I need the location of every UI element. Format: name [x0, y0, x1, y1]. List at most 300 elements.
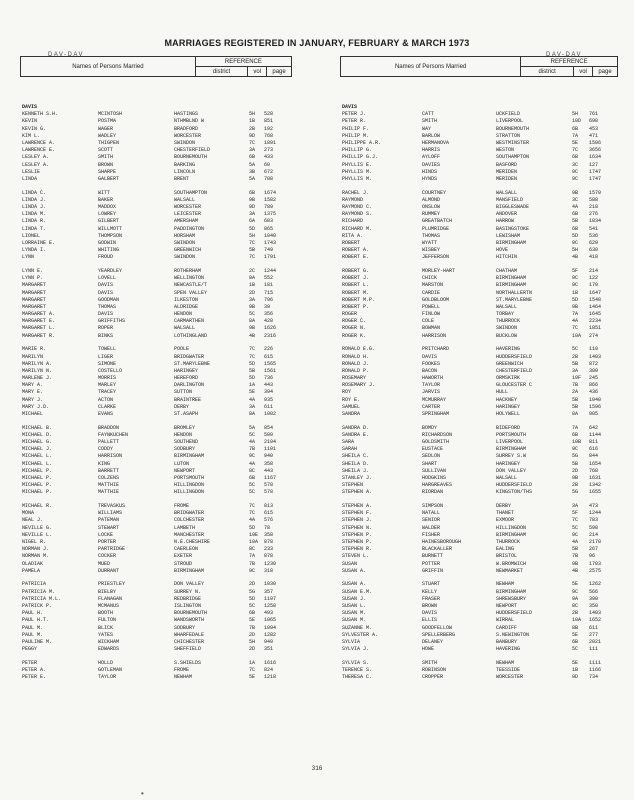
spouse-surname: GOTLEMAN [98, 667, 123, 673]
marriage-entry [22, 169, 302, 176]
given-names: LINDA J. [22, 203, 47, 210]
spouse-surname: ROBINSON [422, 667, 447, 673]
page: 127 [589, 161, 599, 168]
page: 615 [264, 353, 274, 360]
spouse-surname: GALBERT [98, 175, 120, 182]
page: 356 [264, 311, 274, 318]
header-names: Names of Persons Married [341, 57, 521, 77]
marriage-entry [22, 589, 302, 596]
spouse-surname: WITT [98, 189, 111, 196]
given-names: STEPHEN J. [342, 517, 373, 524]
spouse-surname: BLACKALLER [422, 546, 453, 553]
marriage-entry [342, 162, 622, 169]
given-names: RAYMOND C. [342, 203, 373, 210]
district: LINCOLN [174, 168, 196, 175]
given-names: PHILLIP G. [342, 147, 373, 154]
volume: 7C [249, 346, 256, 353]
spouse-surname: HARGREAVES [422, 482, 453, 489]
spouse-surname: SENIOR [422, 517, 441, 524]
page: 443 [264, 382, 274, 389]
spouse-surname: DAVIS [98, 282, 114, 289]
page: 683 [264, 218, 274, 225]
given-names: MARGARET L. [22, 325, 56, 332]
given-names: STEPHEN P. [342, 539, 373, 545]
spouse-surname: GOLDSMITH [422, 439, 450, 446]
page: 611 [264, 403, 274, 410]
volume: 3A [249, 211, 256, 218]
volume: 10A [572, 332, 582, 339]
volume: 5E [572, 139, 579, 146]
header-reference: REFERENCE [521, 57, 618, 67]
district: NEWMARKET [496, 567, 524, 574]
page: 1403 [589, 353, 602, 360]
header-vol: vol [574, 67, 593, 77]
spouse-surname: CLARKE [98, 403, 117, 410]
page: 1375 [264, 211, 277, 218]
volume: 4A [249, 439, 256, 446]
volume: 4A [572, 318, 579, 325]
spouse-surname: COURTNEY [422, 189, 447, 196]
given-names: NEAL J. [22, 517, 44, 524]
spouse-surname: ROPER [98, 325, 114, 332]
marriage-entry [22, 333, 302, 340]
volume: 2D [249, 289, 256, 296]
marriage-entry [342, 446, 622, 453]
volume: 5H [572, 247, 579, 254]
district: ORMSKIRK [496, 375, 521, 382]
spouse-surname: TRACEY [98, 389, 117, 396]
volume: 2B [572, 610, 579, 617]
given-names: ROGER [342, 311, 358, 318]
given-names: MARLENE J. [22, 375, 53, 382]
district: WALSALL [174, 196, 196, 203]
district: BRIDGWATER [174, 510, 205, 517]
page: 940 [264, 453, 274, 460]
spouse-surname: SCOTT [98, 147, 114, 154]
marriage-entry [22, 546, 302, 553]
district: MANCHESTER [174, 531, 205, 538]
marriage-entry [22, 140, 302, 147]
volume: 5B [572, 396, 579, 403]
given-names: SUZANNE M. [342, 624, 373, 631]
marriage-entry [342, 610, 622, 617]
page: 1094 [264, 624, 277, 631]
spouse-surname: CATT [422, 111, 435, 118]
marriage-entry [342, 581, 622, 588]
spouse-surname: PALLETT [98, 439, 120, 446]
spouse-surname: COSTELLO [98, 367, 123, 374]
volume: 9C [572, 282, 579, 289]
volume: 7A [572, 424, 579, 431]
given-names: RONALD E.G. [342, 346, 376, 353]
spouse-surname: FISHER [422, 531, 441, 538]
page: 872 [589, 360, 599, 367]
page: 1674 [264, 189, 277, 196]
given-names: KEVIN G. [22, 125, 47, 132]
district: CARMARTHEN [174, 318, 205, 325]
spouse-surname: GOLDBLOOM [422, 296, 450, 303]
spouse-surname: HERMANOVA [422, 139, 450, 146]
spouse-surname: MADDOX [98, 203, 117, 210]
volume: 1B [249, 282, 256, 289]
spouse-surname: SEDLON [422, 453, 441, 460]
spouse-surname: POSTMA [98, 118, 117, 125]
marriage-entry [342, 240, 622, 247]
district: BIRMINGHAM [496, 588, 527, 595]
page: 588 [589, 196, 599, 203]
page: 358 [264, 460, 274, 467]
marriage-entry [22, 646, 302, 653]
marriage-entry [22, 325, 302, 332]
spouse-surname: SHARPE [98, 168, 117, 175]
page: 672 [264, 168, 274, 175]
page: 642 [589, 424, 599, 431]
volume: 9C [572, 239, 579, 246]
volume: 5G [249, 588, 256, 595]
district: ST.MARYLEBNE [496, 296, 533, 303]
spouse-surname: GRIFFITHS [98, 318, 126, 325]
marriage-entry [22, 190, 302, 197]
given-names: PETER J. [342, 111, 367, 118]
district: HARINGEY [174, 367, 199, 374]
volume: 9C [572, 175, 579, 182]
marriage-entry [342, 425, 622, 432]
district: WANDSWORTH [174, 617, 205, 624]
district: DON VALLEY [496, 467, 527, 474]
volume: 9C [572, 446, 579, 453]
district: CHESTERFIELD [496, 367, 533, 374]
page: 350 [589, 603, 599, 609]
page: 1747 [589, 168, 602, 175]
district: WESTON [496, 147, 515, 154]
spouse-surname: WAY [422, 125, 432, 132]
volume: 10E [249, 531, 259, 538]
given-names: SYLVIA [342, 638, 361, 645]
marriage-entry [22, 610, 302, 617]
given-names: LINDA T. [22, 225, 47, 232]
marriage-entry [22, 489, 302, 496]
marriage-entry [22, 439, 302, 446]
marriage-entry [22, 361, 302, 368]
marriage-entry [22, 568, 302, 575]
spouse-surname: KELLY [422, 588, 438, 595]
marriage-entry [342, 247, 622, 254]
given-names: PHILIP M. [342, 132, 370, 139]
given-names: MARGARET [22, 289, 47, 296]
spouse-surname: BINKS [98, 332, 114, 339]
volume: 9D [249, 203, 256, 210]
given-names: ROGER C. [342, 318, 367, 325]
volume: 9A [572, 595, 579, 602]
marriage-entry [22, 674, 302, 681]
spouse-surname: HYNDS [422, 175, 438, 182]
volume: 5D [249, 360, 256, 367]
page: 1655 [589, 489, 602, 496]
page: 935 [264, 396, 274, 403]
spouse-surname: PRITCHARD [422, 346, 450, 353]
spouse-surname: GODWIN [98, 239, 117, 246]
district: AMERSHAM [174, 218, 199, 225]
given-names: ROBERT G. [342, 267, 370, 274]
district: S.SHIELDS [174, 659, 202, 666]
page: 1834 [589, 218, 602, 225]
marriage-entry [342, 218, 622, 225]
spouse-surname: WICKHAM [98, 638, 120, 645]
given-names: LYNN [22, 254, 35, 261]
page: 436 [589, 389, 599, 396]
volume: 5C [572, 646, 579, 653]
marriage-entry [22, 475, 302, 482]
spouse-surname: SPELLERBERG [422, 631, 456, 638]
district: GLOUCESTER C [496, 382, 533, 389]
spouse-surname: WISBEY [422, 247, 441, 254]
district: MERIDEN [496, 175, 518, 182]
given-names: MICHAEL L. [22, 460, 53, 467]
volume: 7B [249, 560, 256, 567]
district: COLCHESTER [174, 517, 205, 524]
district: STRATTON [496, 132, 521, 139]
given-names: MARGARET [22, 296, 47, 303]
district: WALSALL [174, 325, 196, 332]
volume: 7C [572, 147, 579, 154]
district: LOTHINGLAND [174, 332, 208, 339]
district: POOLE [174, 346, 190, 353]
spouse-surname: DAVIS [422, 610, 438, 617]
volume: 9C [572, 168, 579, 175]
district: WESTMINSTER [496, 139, 530, 146]
spouse-surname: AYLOFF [422, 154, 441, 161]
page: 578 [264, 489, 274, 496]
volume: 9B [572, 560, 579, 567]
marriage-entry [22, 268, 302, 275]
volume: 2B [572, 353, 579, 360]
district: WORCESTER [496, 674, 524, 681]
marriage-entry [22, 304, 302, 311]
marriage-entry [342, 111, 622, 118]
district: HUDDERSFIELD [496, 610, 533, 617]
spouse-surname: EUSTACE [422, 446, 444, 453]
given-names: MONA [22, 510, 35, 517]
spouse-surname: BACON [422, 367, 438, 374]
page: 1626 [264, 325, 277, 332]
given-names: MICHAEL D. [22, 431, 53, 438]
spouse-surname: MCMANUS [98, 603, 120, 609]
volume: 7B [572, 382, 579, 389]
district: THURROCK [496, 539, 521, 545]
district: BOURNEMOUTH [174, 154, 208, 161]
district: NEWHAM [496, 581, 515, 588]
spouse-surname: GOODFELLOW [422, 624, 453, 631]
volume: 5B [572, 460, 579, 467]
spouse-surname: SMITH [98, 154, 114, 161]
spouse-surname: WHITING [98, 247, 120, 254]
page: 811 [589, 439, 599, 446]
page: 1652 [589, 617, 602, 624]
spouse-surname: EDWARDS [98, 646, 120, 653]
volume: 9D [249, 132, 256, 139]
page: 1645 [589, 311, 602, 318]
volume: 5E [572, 581, 579, 588]
given-names: ROBERT [342, 239, 361, 246]
given-names: MARILYN [22, 353, 44, 360]
spouse-surname: MATTHIE [98, 482, 120, 489]
spouse-surname: CARTER [422, 403, 441, 410]
page: 1506 [589, 139, 602, 146]
spouse-surname: FROUD [98, 254, 114, 261]
page: 1403 [589, 610, 602, 617]
volume: 5C [249, 603, 256, 609]
page: 500 [264, 431, 274, 438]
district: HORSHAM [174, 232, 196, 239]
page: 2170 [589, 539, 602, 545]
page: 878 [264, 539, 274, 545]
district: FROME [174, 667, 190, 673]
marriage-entry [22, 118, 302, 125]
volume: 5D [249, 375, 256, 382]
page: 2575 [589, 567, 602, 574]
volume: 9C [249, 453, 256, 460]
spouse-surname: BURNETT [422, 553, 444, 560]
given-names: SHEILA D. [342, 460, 370, 467]
spouse-surname: FULTON [98, 617, 117, 624]
volume: 9C [572, 531, 579, 538]
volume: 10B [572, 439, 582, 446]
volume: 5C [249, 489, 256, 496]
district: HOVE [496, 247, 509, 254]
given-names: PATRICIA [22, 581, 47, 588]
given-names: MICHAEL P. [22, 475, 53, 481]
volume: 5B [249, 247, 256, 254]
volume: 2D [249, 581, 256, 588]
page: 2234 [589, 318, 602, 325]
given-names: PAUL H.T. [22, 617, 50, 624]
stray-mark: • [140, 790, 145, 799]
page: 1582 [264, 196, 277, 203]
page: 1166 [589, 667, 602, 673]
district: ST.ASAPH [174, 411, 199, 417]
marriage-entry [22, 553, 302, 560]
marriage-entry [342, 553, 622, 560]
marriage-entry [342, 389, 622, 396]
given-names: STEPHEN R. [342, 546, 373, 553]
marriage-entry [342, 432, 622, 439]
marriage-entry [22, 425, 302, 432]
volume: 4A [572, 539, 579, 545]
spouse-surname: HODGKINS [422, 475, 447, 481]
marriage-entry [22, 453, 302, 460]
given-names: PHYLLIS M. [342, 168, 373, 175]
page: 276 [589, 211, 599, 218]
marriage-entry [22, 154, 302, 161]
marriage-entry [22, 596, 302, 603]
marriage-entry [22, 532, 302, 539]
marriage-entry [22, 667, 302, 674]
volume: 5C [249, 311, 256, 318]
given-names: PETER E. [22, 674, 47, 681]
district: PADDINGTON [174, 225, 205, 232]
district: SODBURY [174, 624, 196, 631]
marriage-entry [342, 439, 622, 446]
spouse-surname: STUART [422, 581, 441, 588]
marriage-entry [22, 404, 302, 411]
district: HULL [496, 389, 509, 396]
volume: 10A [572, 617, 582, 624]
district: BIRMINGHAM [174, 453, 205, 460]
spouse-surname: BLICK [98, 624, 114, 631]
marriage-entry [342, 318, 622, 325]
given-names: SYLVESTER A. [342, 631, 379, 638]
given-names: PHILIP F. [342, 125, 370, 132]
district: NEWPORT [174, 467, 196, 474]
page: 1040 [589, 396, 602, 403]
marriage-entry [342, 311, 622, 318]
volume: 10D [572, 118, 582, 125]
volume: 1B [249, 118, 256, 125]
marriage-entry [22, 503, 302, 510]
page: 1631 [589, 475, 602, 481]
page: 1030 [264, 581, 277, 588]
page: 2316 [264, 332, 277, 339]
given-names: LORRAINE E. [22, 239, 56, 246]
page: 1891 [264, 139, 277, 146]
surname-heading: DAVIS [342, 104, 358, 110]
district: BIRMINGHAM [496, 446, 527, 453]
spouse-surname: HAWORTH [422, 375, 444, 382]
marriage-entry [22, 197, 302, 204]
district: BIDEFORD [496, 424, 521, 431]
page: 1616 [264, 659, 277, 666]
spouse-surname: MARLEY [98, 382, 117, 389]
header-names: Names of Persons Married [21, 57, 196, 77]
district: S.NEWINGTON [496, 631, 530, 638]
page: 2104 [264, 439, 277, 446]
given-names: SARAH [342, 446, 358, 453]
marriage-entry [22, 162, 302, 169]
volume: 7C [249, 139, 256, 146]
spouse-surname: HARRISON [422, 332, 447, 339]
page: 866 [589, 382, 599, 389]
spouse-surname: DAVIS [422, 353, 438, 360]
given-names: PETER [22, 659, 38, 666]
district: BRADFORD [174, 125, 199, 132]
volume: 6B [572, 154, 579, 161]
marriage-entry [22, 247, 302, 254]
district: SODBURY [174, 446, 196, 453]
marriage-entry [342, 660, 622, 667]
spouse-surname: LOCKE [98, 531, 114, 538]
given-names: OLADIAK [22, 560, 44, 567]
page: 1548 [589, 296, 602, 303]
volume: 6B [572, 431, 579, 438]
marriage-entry [342, 632, 622, 639]
district: MANSFIELD [496, 196, 524, 203]
given-names: ROSEMARY [342, 375, 367, 382]
given-names: LAWRENCE A. [22, 139, 56, 146]
given-names: SUSAN J. [342, 595, 367, 602]
page: 1244 [264, 267, 277, 274]
page: 1111 [589, 659, 602, 666]
marriage-entry [342, 169, 622, 176]
page: 1065 [264, 617, 277, 624]
given-names: MARGARET A. [22, 311, 56, 318]
volume: 5F [572, 267, 579, 274]
spouse-surname: ELLIS [422, 617, 438, 624]
given-names: LESLEY A. [22, 161, 50, 168]
marriage-entry [342, 411, 622, 418]
page: 1647 [589, 289, 602, 296]
district: WORCESTER [174, 203, 202, 210]
given-names: ROY [342, 389, 352, 396]
